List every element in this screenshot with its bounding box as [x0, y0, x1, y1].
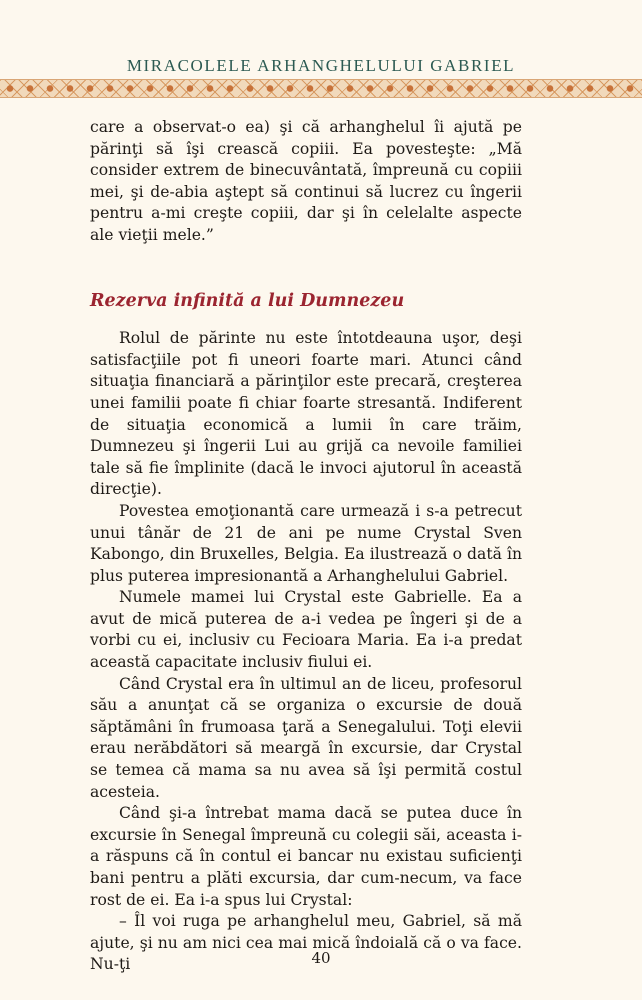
body-paragraph: Rolul de părinte nu este întotdeauna uşor, deşi satisfacţiile pot fi uneori foarte mari. Atunci când situaţia financiară a părinţilor este precară, creşterea unei familii poate fi chiar foarte stresantă. Indiferent de situaţia economică a lumii în care trăim, Dumnezeu şi îngerii Lui au grijă ca nevoile familiei tale să fie împlinite (dacă le invoci ajutorul în această direcţie). — [90, 329, 522, 499]
page-body — [90, 117, 522, 976]
section-title: Rezerva infinită a lui Dumnezeu — [90, 290, 405, 311]
body-paragraph: Povestea emoţionantă care urmează i s-a petrecut unui tânăr de 21 de ani pe nume Crystal Sven Kabongo, din Bruxelles, Belgia. Ea ilustrează o dată în plus puterea impresionantă a Arhanghelului Gabriel. — [90, 501, 522, 585]
body-paragraph: Când şi-a întrebat mama dacă se putea duce în excursie în Senegal împreună cu colegii săi, aceasta i-a răspuns că în contul ei bancar nu existau suficienţi bani pentru a plăti excursia, dar cum-necum, va face rost de ei. Ea i-a spus lui Crystal: — [90, 804, 522, 909]
decorative-border-ornament — [0, 79, 642, 98]
running-head-title: MIRACOLELE ARHANGHELULUI GABRIEL — [126, 56, 516, 75]
body-paragraph: Când Crystal era în ultimul an de liceu, profesorul său a anunţat că se organiza o excursie de două săptămâni în frumoasa ţară a Senegalului. Toţi elevii erau nerăbdători să meargă în excursie, dar Crystal se temea că mama sa nu avea să îşi permită costul acesteia. — [90, 674, 522, 801]
page-number: 40 — [311, 949, 331, 967]
opening-paragraph: care a observat-o ea) şi că arhanghelul îi ajută pe părinţi să îşi crească copiii. Ea povesteşte: „Mă consider extrem de binecuvântată, împreună cu copiii mei, şi de-abia aştept să continui să lucrez cu îngerii pentru a-mi creşte copiii, dar şi în celelalte aspecte ale vieţii mele.” — [90, 118, 522, 244]
dialogue-paragraph: – Îl voi ruga pe arhanghelul meu, Gabriel, să mă ajute, şi nu am nici cea mai mică îndoială că o va face. Nu-ţi — [90, 912, 522, 974]
body-paragraph: Numele mamei lui Crystal este Gabrielle. Ea a avut de mică puterea de a-i vedea pe îngeri şi de a vorbi cu ei, inclusiv cu Fecioara Maria. Ea i-a predat această capacitate inclusiv fiului ei. — [90, 588, 522, 672]
